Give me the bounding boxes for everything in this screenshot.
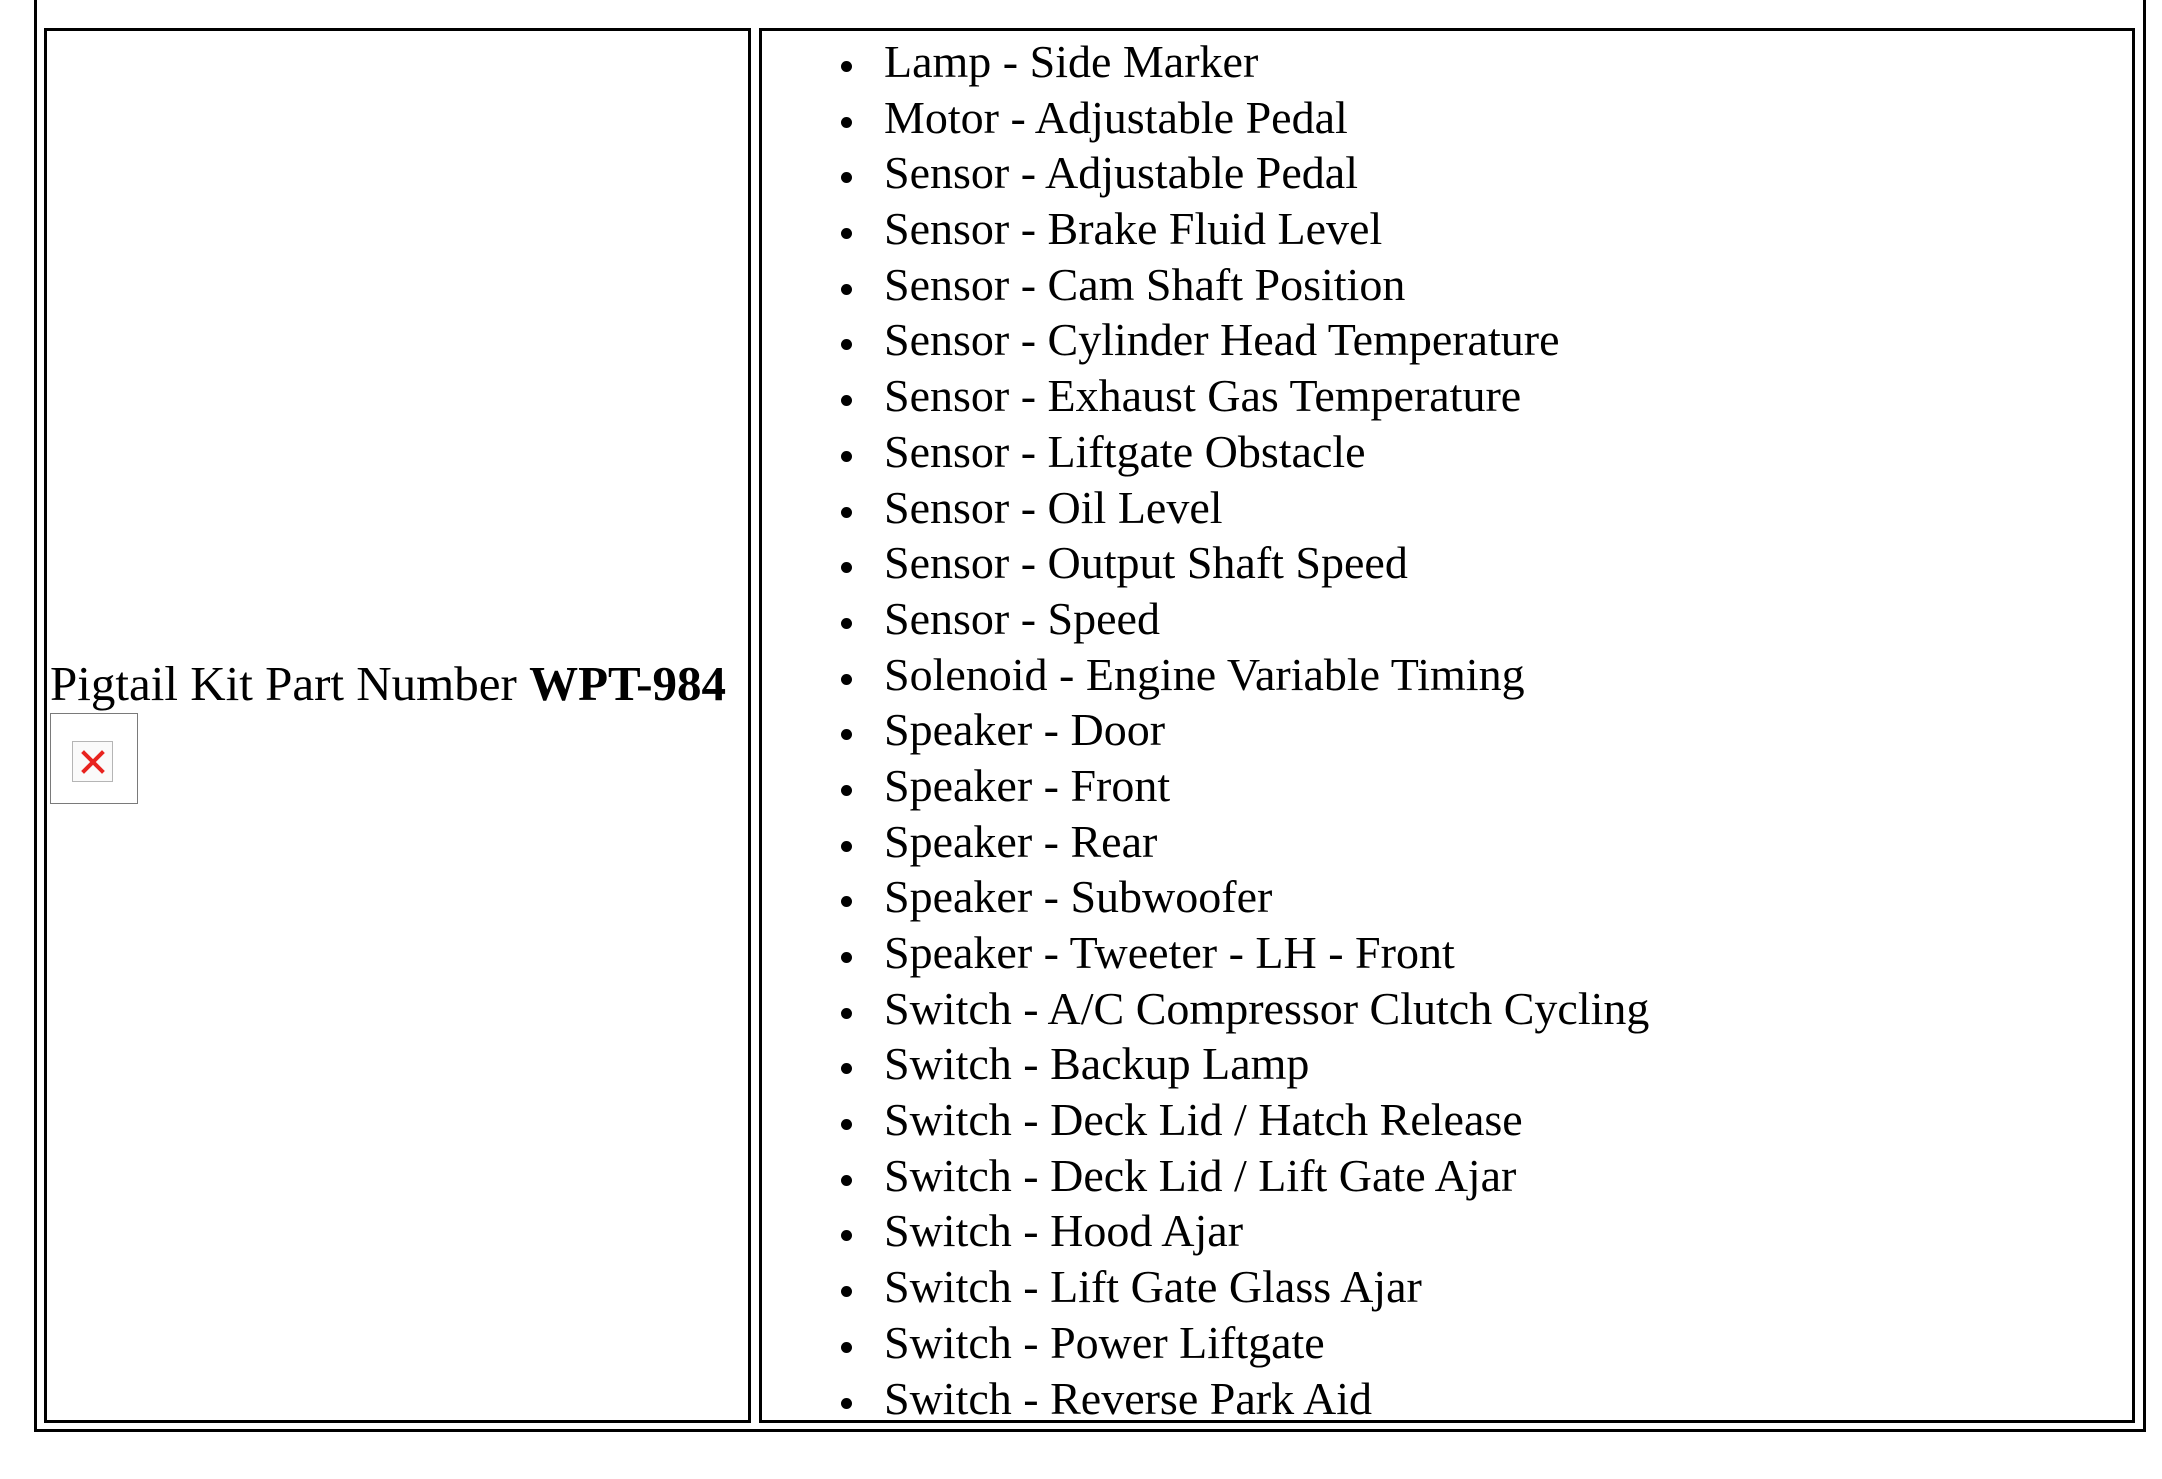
list-item-text: Speaker - Door [884, 704, 1166, 756]
bullet-icon [841, 1008, 852, 1019]
bullet-icon [841, 896, 852, 907]
list-item-text: Lamp - Side Marker [884, 36, 1259, 87]
list-item [884, 981, 1649, 1037]
bullet-icon [841, 952, 852, 963]
list-item [884, 1203, 1649, 1259]
list-item [884, 424, 1649, 480]
list-item [884, 591, 1649, 647]
list-item-text: Switch - Power Liftgate [884, 1316, 1325, 1368]
list-item-text: Speaker - Rear [884, 815, 1158, 867]
bullet-icon [841, 172, 852, 183]
bullet-icon [841, 618, 852, 629]
bullet-icon [841, 507, 852, 518]
list-item-text: Switch - Reverse Park Aid [884, 1372, 1373, 1424]
list-item-text: Speaker - Front [884, 759, 1171, 811]
list-item-text: Sensor - Speed [884, 592, 1160, 644]
bullet-icon [841, 1063, 852, 1074]
list-item [884, 145, 1649, 201]
bullet-icon [841, 1230, 852, 1241]
list-item-text: Sensor - Adjustable Pedal [884, 147, 1358, 199]
red-x-icon [81, 750, 105, 774]
kit-label-prefix: Pigtail Kit Part Number [50, 656, 530, 711]
list-item [884, 1315, 1649, 1371]
list-item-text: Sensor - Oil Level [884, 481, 1223, 533]
bullet-icon [841, 451, 852, 462]
list-item [884, 647, 1649, 703]
list-item-text: Sensor - Liftgate Obstacle [884, 425, 1366, 477]
list-item [884, 480, 1649, 536]
list-item-text: Speaker - Subwoofer [884, 871, 1273, 923]
list-item [884, 90, 1649, 146]
list-item-text: Solenoid - Engine Variable Timing [884, 648, 1525, 700]
outer-table [34, 0, 2146, 1432]
bullet-icon [841, 1119, 852, 1130]
list-item [884, 869, 1649, 925]
list-item [884, 201, 1649, 257]
bullet-icon [841, 674, 852, 685]
bullet-icon [841, 1175, 852, 1186]
bullet-icon [841, 1398, 852, 1409]
list-item [884, 1371, 1649, 1427]
list-item-text: Switch - Deck Lid / Lift Gate Ajar [884, 1149, 1517, 1201]
bullet-icon [841, 785, 852, 796]
list-item [884, 925, 1649, 981]
list-item-text: Sensor - Cylinder Head Temperature [884, 314, 1560, 366]
bullet-icon [841, 1286, 852, 1297]
broken-image-inner [72, 741, 113, 782]
parts-list-cell [759, 28, 2135, 1423]
list-item-text: Sensor - Exhaust Gas Temperature [884, 370, 1522, 422]
list-item [884, 368, 1649, 424]
list-item [884, 1092, 1649, 1148]
bullet-icon [841, 562, 852, 573]
bullet-icon [841, 339, 852, 350]
list-item [884, 814, 1649, 870]
list-item [884, 702, 1649, 758]
bullet-icon [841, 395, 852, 406]
bullet-icon [841, 841, 852, 852]
list-item-text: Motor - Adjustable Pedal [884, 91, 1348, 143]
bullet-icon [841, 284, 852, 295]
parts-list [884, 34, 1649, 1426]
part-number: WPT-984 [529, 656, 727, 711]
bullet-icon [841, 1342, 852, 1353]
bullet-icon [841, 61, 852, 72]
list-item-text: Switch - Deck Lid / Hatch Release [884, 1094, 1523, 1146]
list-item-text: Switch - Lift Gate Glass Ajar [884, 1261, 1422, 1313]
pigtail-kit-label [50, 656, 726, 712]
list-item-text: Speaker - Tweeter - LH - Front [884, 927, 1455, 978]
bullet-icon [841, 729, 852, 740]
list-item [884, 758, 1649, 814]
list-item-text: Switch - A/C Compressor Clutch Cycling [884, 982, 1650, 1034]
broken-image-icon [50, 713, 138, 804]
list-item-text: Sensor - Brake Fluid Level [884, 203, 1383, 255]
list-item-text: Sensor - Cam Shaft Position [884, 258, 1406, 310]
list-item [884, 1148, 1649, 1204]
pigtail-kit-cell [44, 28, 751, 1423]
list-item-text: Switch - Hood Ajar [884, 1205, 1244, 1257]
list-item [884, 535, 1649, 591]
list-item [884, 1036, 1649, 1092]
list-item [884, 1259, 1649, 1315]
bullet-icon [841, 117, 852, 128]
list-item [884, 257, 1649, 313]
list-item [884, 312, 1649, 368]
bullet-icon [841, 228, 852, 239]
list-item-text: Sensor - Output Shaft Speed [884, 537, 1408, 589]
list-item [884, 34, 1649, 90]
list-item-text: Switch - Backup Lamp [884, 1038, 1310, 1090]
